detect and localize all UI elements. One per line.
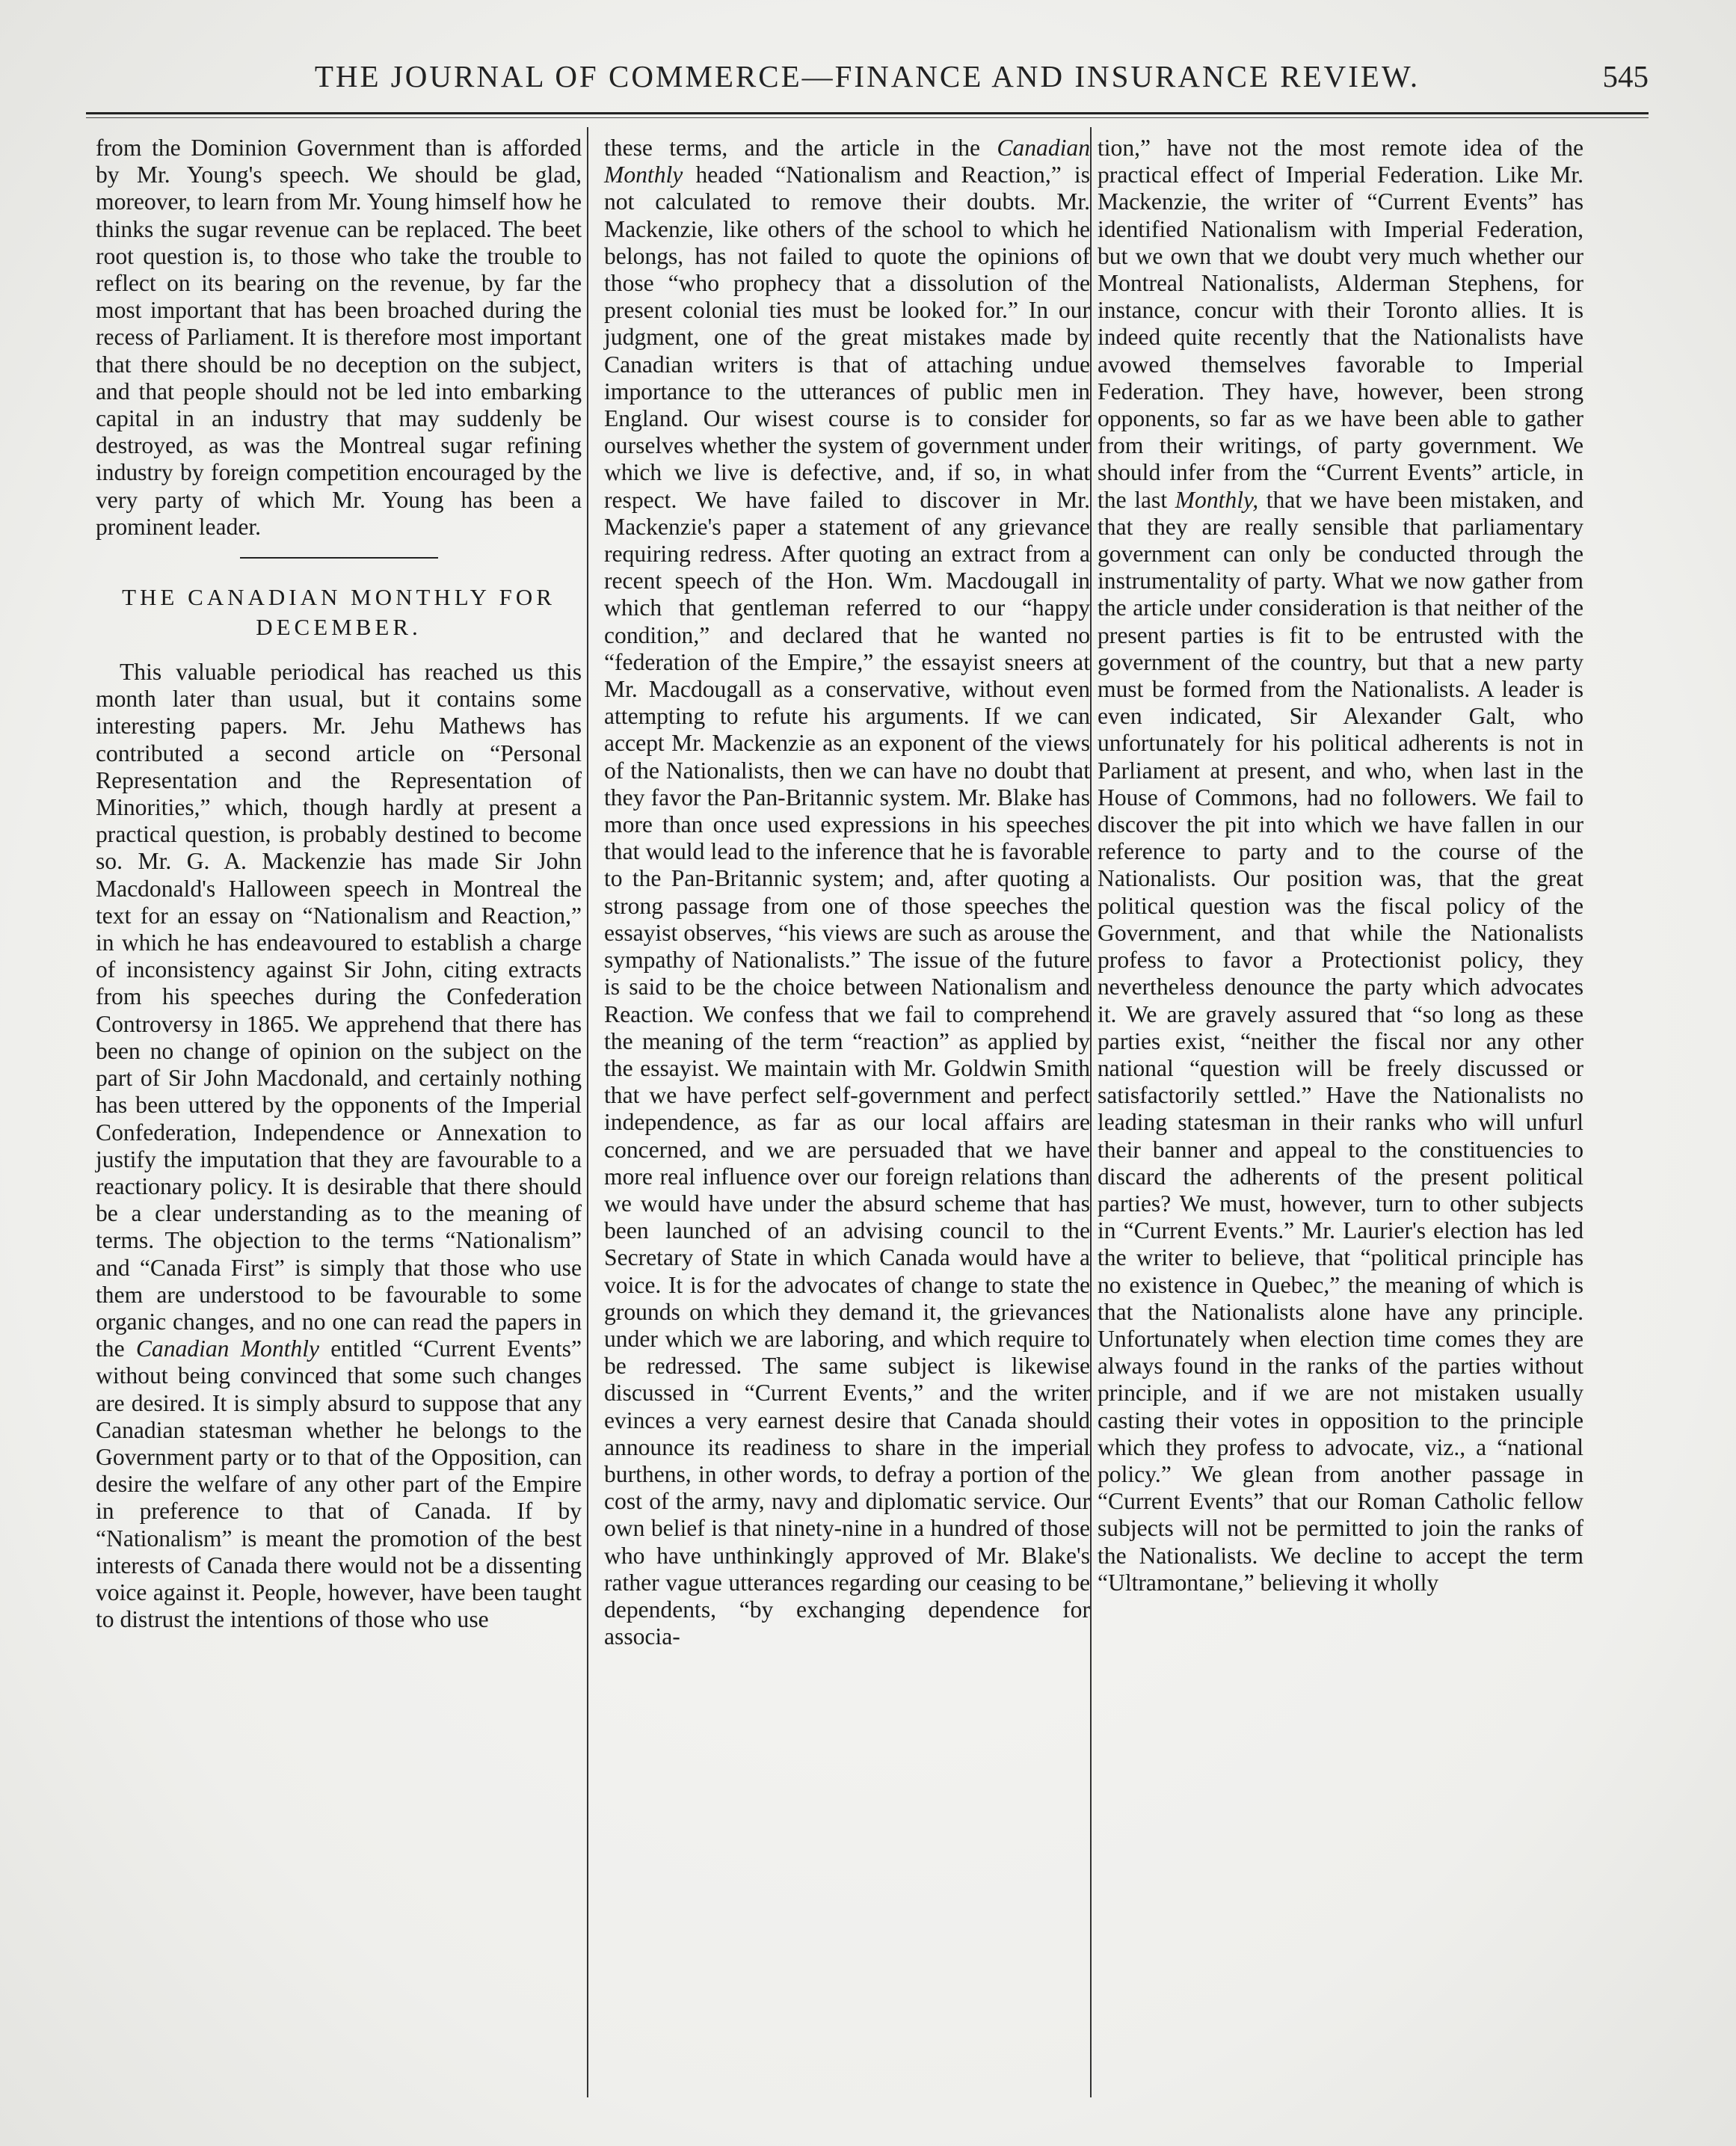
section-separator xyxy=(240,557,438,559)
text-run: that we have been mistaken, and that they are really sensible that parliamentary government can only be conducted through the instrumentality of party. What we now gather from the article under consideration is that neither of the present parties is fit to be entrusted with the government of the country, but that a new party must be formed from the Nationalists. A leader is even indicated, Sir Alexander Galt, who unfortunately for his political adherents is not in Parliament at present, and who, when last in the House of Commons, had no followers. We fail to discover the pit into which we have fallen in our reference to party and to the course of the Nationalists. Our position was, that the great political question was the fiscal policy of the Government, and that while the Nationalists profess to favor a Protectionist policy, they nevertheless denounce the party which advocates it. We are gravely assured that “so long as these parties exist, “neither the fiscal nor any other national “question will be freely discussed or satisfactorily settled.” Have the Nationalists no leading statesman in their ranks who will unfurl their banner and appeal to the constituencies to discard the adherents of the present political parties? We must, however, turn to other subjects in “Current Events.” Mr. Laurier's election has led the writer to believe, that “political principle has no existence in Quebec,” the meaning of which is that the Nationalists alone have any principle. Unfortunately when election time comes they are always found in the ranks of the parties without principle, and if we are not mistaken usually casting their votes in opposition to the principle which they profess to advocate, viz., a “national policy.” We glean from another passage in “Current Events” that our Roman Catholic fellow subjects will not be permitted to join the ranks of the Nationalists. We decline to accept the term “Ultramontane,” believing it wholly xyxy=(1098,486,1583,1596)
page-header xyxy=(86,52,1649,105)
text-run: headed “Nationalism and Reaction,” is not calculated to remove their doubts. Mr. Mackenzie, like others of the school to which he belongs, has not failed to quote the opinions of those “who prophecy that a dissolution of the present colonial ties must be looked for.” In our judgment, one of the great mistakes made by Canadian writers is that of attaching undue importance to the utterances of public men in England. Our wisest course is to consider for ourselves whether the system of government under which we live is defective, and, if so, in what respect. We have failed to discover in Mr. Mackenzie's paper a statement of any grievance requiring redress. After quoting an extract from a recent speech of the Hon. Wm. Macdougall in which that gentleman referred to our “happy condition,” and declared that he wanted no “federation of the Empire,” the essayist sneers at Mr. Macdougall as a conservative, without even attempting to refute his arguments. If we can accept Mr. Mackenzie as an exponent of the views of the Nationalists, then we can have no doubt that they favor the Pan-Britannic system. Mr. Blake has more than once used expressions in his speeches that would lead to the inference that he is favorable to the Pan-Britannic system; and, after quoting a strong passage from one of those speeches the essayist observes, “his views are such as arouse the sympathy of Nationalists.” The issue of the future is said to be the choice between Nationalism and Reaction. We confess that we fail to comprehend the meaning of the term “reaction” as applied by the essayist. We maintain with Mr. Goldwin Smith that we have perfect self-government and perfect independence, as far as our local affairs are concerned, and we are persuaded that we have more real influence over our foreign relations than we would have under the absurd scheme that has been launched of an advising council to the Secretary of State in which Canada would have a voice. It is for the advocates of change to state the grounds on which they demand it, the grievances under which we are laboring, and which require to be redressed. The same subject is likewise discussed in “Current Events,” and the writer evinces a very earnest desire that Canada should announce its readiness to share in the imperial burthens, in other words, to defray a portion of the cost of the army, navy and diplomatic service. Our own belief is that ninety-nine in a hundred of those who have unthinkingly approved of Mr. Blake's rather vague utterances regarding our ceasing to be dependents, “by exchanging dependence for associa- xyxy=(604,162,1090,1650)
section-title: THE CANADIAN MONTHLY FOR DECEMBER. xyxy=(122,584,555,641)
paragraph xyxy=(604,135,1090,1650)
column-1 xyxy=(96,135,582,1633)
header-rule xyxy=(86,112,1649,118)
running-title: THE JOURNAL OF COMMERCE—FINANCE AND INSURANCE REVIEW. xyxy=(314,59,1420,93)
column-divider xyxy=(1090,127,1092,2097)
paragraph: from the Dominion Government than is afforded by Mr. Young's speech. We should be glad, moreover, to learn from Mr. Young himself how he thinks the sugar revenue can be replaced. The beet root question is, to those who take the trouble to reflect on its bearing on the revenue, by far the most important that has been broached during the recess of Parliament. It is therefore most important that there should be no deception on the subject, and that people should not be led into embarking capital in an industry that may suddenly be destroyed, as was the Montreal sugar refining industry by foreign competition encouraged by the very party of which Mr. Young has been a prominent leader. xyxy=(96,135,582,540)
page-number: 545 xyxy=(1602,59,1649,93)
text-run: these terms, and the article in the xyxy=(604,135,981,161)
publication-title: Canadian Monthly xyxy=(135,1335,319,1362)
text-run: entitled “Current Events” without being convinced that some such changes are desired. It is simply absurd to suppose that any Canadian statesman whether he belongs to the Government party or to that of the Opposition, can desire the welfare of any other part of the Empire in preference to that of Canada. If by “Nationalism” is meant the promotion of the best interests of Canada there would not be a dissenting voice against it. People, however, have been taught to distrust the intentions of those who use xyxy=(96,1335,582,1633)
column-divider xyxy=(587,127,588,2097)
publication-title: Canadian Monthly xyxy=(604,135,1090,188)
column-2 xyxy=(604,135,1090,1650)
paragraph xyxy=(1098,135,1583,1596)
column-3 xyxy=(1098,135,1583,1596)
paragraph xyxy=(96,659,582,1633)
text-run: tion,” have not the most remote idea of the practical effect of Imperial Federation. Like Mr. Mackenzie, the writer of “Current Events” has identified Nationalism with Imperial Federation, but we own that we doubt very much whether our Montreal Nationalists, Alderman Stephens, for instance, concur with their Toronto allies. It is indeed quite recently that the Nationalists have avowed themselves favorable to Imperial Federation. They have, however, been strong opponents, so far as we have been able to gather from their writings, of party government. We should infer from the “Current Events” article, in the last xyxy=(1098,135,1583,513)
publication-title: Monthly, xyxy=(1175,486,1259,513)
text-run: This valuable periodical has reached us this month later than usual, but it contains some interesting papers. Mr. Jehu Mathews has contributed a second article on “Personal Representation and the Representation of Minorities,” which, though hardly at present a practical question, is probably destined to become so. Mr. G. A. Mackenzie has made Sir John Macdonald's Halloween speech in Montreal the text for an essay on “Nationalism and Reaction,” in which he has endeavoured to establish a charge of inconsistency against Sir John, citing extracts from his speeches during the Confederation Controversy in 1865. We apprehend that there has been no change of opinion on the subject on the part of Sir John Macdonald, and certainly nothing has been uttered by the opponents of the Imperial Confederation, Independence or Annexation to justify the imputation that they are favourable to a reactionary policy. It is desirable that there should be a clear understanding as to the meaning of terms. The objection to the terms “Nationalism” and “Canada First” is simply that those who use them are understood to be favourable to some organic changes, and no one can read the papers in the xyxy=(96,659,582,1362)
